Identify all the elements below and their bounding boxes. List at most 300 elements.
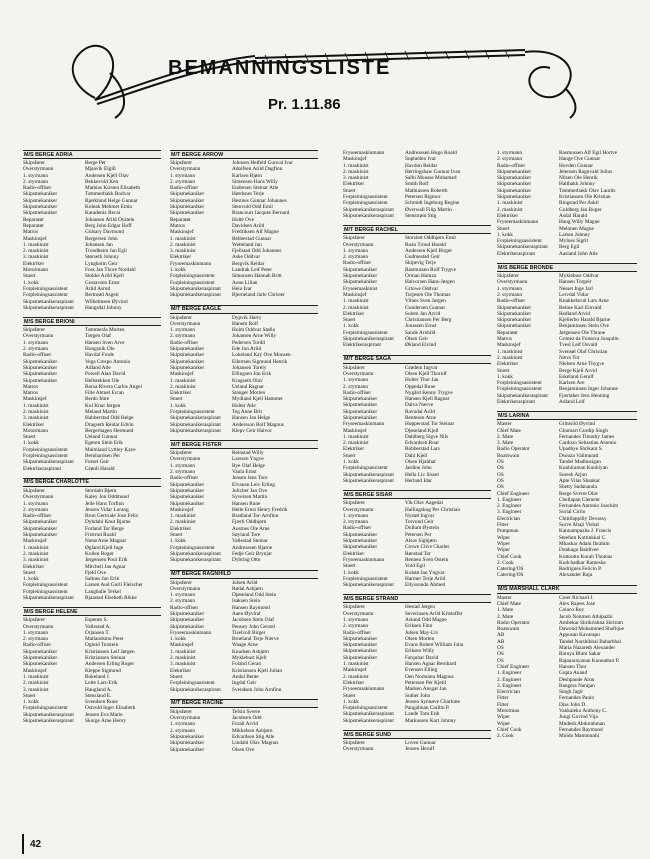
crew-role: Elektriker: [343, 679, 365, 686]
crew-name: Moidu Mammunhi: [559, 733, 600, 740]
crew-name: Hopperstad Tor Steinar: [405, 421, 455, 428]
crew-name: Foss Jan Thore Nordahl: [85, 267, 136, 274]
footer-bar: [22, 834, 24, 854]
crew-name: Andersen Kjell Birger: [405, 247, 452, 254]
crew-name: Fernandes Timothy James: [559, 433, 615, 440]
crew-role: Maskinsjef: [343, 427, 367, 434]
crew-name: Smith Rolf: [405, 181, 429, 188]
crew-role: OS: [497, 645, 504, 652]
crew-role: Forpleiningsassistent: [497, 380, 542, 387]
crew-name: Appusan Kavarapu: [559, 632, 600, 639]
ship-section: [170, 570, 318, 693]
crew-name: Klepv Geir Halvor: [232, 427, 272, 434]
crew-name: Dahl Kjell: [405, 452, 428, 459]
crew-role: Radio-offiser: [497, 298, 526, 305]
crew-name: Jørgensen Ole Thrane: [559, 329, 606, 336]
crew-role: Skipsfører: [343, 740, 366, 747]
crew-name: Gundersen Gunnar: [405, 304, 446, 311]
crew-name: Haug Willy Magne: [559, 219, 600, 226]
crew-role: Wiper: [497, 547, 511, 554]
crew-role: Skipsmekaniker: [23, 661, 58, 668]
crew-name: Mikkelsen Asbjørn: [232, 727, 273, 734]
crew-role: 1. maskinist: [23, 241, 49, 248]
crew-role: Forpleiningsassistent: [170, 408, 215, 415]
crew-role: Skipsmekanikeraspirant: [170, 550, 221, 557]
crew-name: Dybring Otto: [232, 557, 261, 564]
crew-role: Stuert: [497, 225, 510, 232]
crew-name: Hestnes Gunnar Johannes: [232, 197, 287, 204]
crew-role: Forpleiningsassistent: [170, 544, 215, 551]
crew-name: Trondheim Jan Egil: [85, 248, 127, 255]
crew-role: Skipsfører: [23, 617, 46, 624]
crew-name: Alsos Sigbjørn: [405, 538, 437, 545]
crew-name: Dalva Nærve: [405, 402, 434, 409]
crew-role: Stuert: [343, 187, 356, 194]
crew-role: Stuert: [23, 569, 36, 576]
crew-name: Stensland E.: [85, 692, 112, 699]
crew-name: Berg John Edgar Hoff: [85, 222, 132, 229]
crew-role: 2. styrmann: [23, 636, 49, 643]
ship-name: M/S BERGE BRIONI: [23, 317, 161, 326]
crew-name: Austnes Ole Arne: [232, 525, 270, 532]
crew-name: Jensen Eva Marie: [85, 711, 123, 718]
crew-name: Chittilappilly Devassy: [559, 515, 607, 522]
crew-role: Elektriker: [170, 525, 192, 532]
crew-role: Radio-offiser: [23, 513, 52, 520]
crew-name: Robberstad Lars: [405, 446, 440, 453]
crew-role: Motorman: [497, 708, 520, 715]
crew-name: Evensen Elling: [405, 667, 438, 674]
crew-name: Schmidt Ingeborg Regine: [405, 200, 460, 207]
crew-role: 3. maskinist: [23, 254, 49, 261]
crew-role: Reparatør: [23, 222, 44, 229]
crew-name: Hansen Rune: [232, 500, 261, 507]
crew-role: 2. Mate: [497, 613, 514, 620]
crew-name: Vallestad A.: [85, 623, 111, 630]
ship-section: [343, 355, 491, 485]
crew-name: Fille Ahmet Ercan: [85, 390, 124, 397]
crew-name: Myklebust Kjell: [232, 655, 267, 662]
crew-name: Kragseth Olav: [232, 377, 263, 384]
crew-role: 2. Cook: [497, 559, 514, 566]
crew-role: 3. maskinist: [170, 661, 196, 668]
crew-name: Herringshaw Gunnar Ivan: [405, 168, 461, 175]
crew-role: Skipsmekaniker: [170, 358, 205, 365]
crew-role: 2. styrmann: [343, 254, 369, 261]
crew-role: Skipsmekaniker: [343, 273, 378, 280]
crew-role: Elektriker: [170, 667, 192, 674]
crew-name: Kaley Jon Oddmund: [85, 494, 129, 501]
crew-name: Jacobsen Stein Olaf: [232, 617, 275, 624]
crew-name: Borsa Rivera Carlos Angel: [85, 383, 142, 390]
crew-role: 2. styrmann: [497, 291, 523, 298]
crew-name: Ravndal Arild: [405, 408, 435, 415]
crew-name: Tvesi Leif Osvald: [559, 342, 598, 349]
crew-role: Skipsfører: [497, 273, 520, 280]
crew-name: Lervdal Vidar: [559, 291, 589, 298]
crew-row: [343, 582, 491, 588]
crew-role: Skipsmekaniker: [23, 525, 58, 532]
crew-name: Eriksen Willy: [405, 648, 435, 655]
crew-role: 1. styrmann: [170, 721, 196, 728]
ship-name: M/S BERGE SUND: [343, 730, 491, 739]
crew-name: Kristiansen Leif Jørgen: [85, 648, 135, 655]
crew-name: Bjerneland Jarle Christer: [232, 292, 285, 299]
crew-role: Stuert: [23, 273, 36, 280]
crew-name: Kul Knut Jørgen: [85, 402, 121, 409]
crew-role: Pumpman: [497, 528, 519, 535]
crew-name: Øgland Kjell Inge: [85, 544, 124, 551]
crew-name: Pedersen Tordil: [232, 339, 266, 346]
crew-row: [497, 733, 637, 739]
crew-name: Fredriksen Alf Magne: [232, 229, 279, 236]
crew-name: Grønli Harald: [85, 465, 115, 472]
crew-role: 2. styrmann: [343, 383, 369, 390]
crew-name: Tømmerås Morten: [85, 327, 125, 334]
crew-name: Jensen Vidar Lorang: [85, 506, 129, 513]
crew-name: Dybdahl Knut Bjarne: [85, 519, 131, 526]
crew-role: Matros: [23, 229, 39, 236]
crew-name: Adland Atle: [85, 364, 111, 371]
crew-role: Electrician: [497, 689, 520, 696]
crew-name: Olsen Morten: [405, 635, 435, 642]
crew-role: Chief Engineer: [497, 663, 530, 670]
crew-role: Skipsmekanikeraspirant: [343, 471, 394, 478]
crew-role: 2. maskinist: [343, 304, 369, 311]
crew-name: Hestad Jørgen: [405, 604, 436, 611]
crew-role: 2. styrmann: [497, 156, 523, 163]
crew-role: Skipsmekaniker: [497, 181, 532, 188]
crew-role: Forpleiningsassistent: [23, 285, 68, 292]
crew-name: Ueland Gunnar: [85, 434, 118, 441]
crew-name: Jonassen Ernst: [405, 323, 437, 330]
ship-name: M/T BERGE EAGLE: [170, 305, 318, 314]
crew-name: Vega Crespo Antonio: [85, 358, 131, 365]
crew-role: 2. styrmann: [23, 506, 49, 513]
crew-role: 1. maskinist: [170, 648, 196, 655]
crew-row: [343, 746, 491, 752]
crew-role: Elektrikeraspirant: [343, 342, 381, 349]
crew-name: Ghumari Gurdip Singh: [559, 427, 608, 434]
ship-section: [497, 411, 637, 578]
crew-name: Suther John: [405, 692, 431, 699]
crew-name: Furset Geir: [85, 459, 109, 466]
crew-role: Skipsmekaniker: [23, 532, 58, 539]
crew-row: [343, 478, 491, 484]
crew-role: Skipsmekaniker: [497, 317, 532, 324]
crew-name: Tømmerbakk Bodvar: [85, 191, 131, 198]
crew-role: Skipsmekanikeraspirant: [23, 298, 74, 305]
crew-role: 2. styrmann: [170, 178, 196, 185]
crew-name: Mathiassen Roberth: [405, 187, 448, 194]
crew-role: Fryseemaskinmann: [170, 629, 212, 636]
crew-role: OS: [497, 651, 504, 658]
crew-role: 1. maskinist: [170, 377, 196, 384]
crew-role: 1. styrmann: [343, 247, 369, 254]
crew-name: Powell Alan David: [85, 371, 126, 378]
ship-section: [23, 150, 161, 311]
crew-role: Wiper: [497, 534, 511, 541]
column-3: [343, 150, 491, 759]
crew-role: Skipsfører: [343, 500, 366, 507]
crew-name: Penney John Gerard: [232, 623, 275, 630]
crew-role: Skipsmekanikeraspirant: [343, 477, 394, 484]
crew-role: Forpleiningsassistent: [497, 386, 542, 393]
crew-role: Fitter: [497, 695, 509, 702]
crew-role: 2. maskinist: [170, 383, 196, 390]
crew-name: Bjørklund Helge Gunnar: [85, 197, 138, 204]
crew-role: 1. maskinist: [497, 200, 523, 207]
crew-name: Waage Arne: [232, 642, 258, 649]
crew-name: Ellyssundu Ahmed: [405, 582, 446, 589]
crew-row: [23, 466, 161, 472]
crew-role: Skipsmekaniker: [170, 740, 205, 747]
crew-name: Fernandes Paulo: [559, 695, 595, 702]
crew-name: Evans Robert William John: [405, 642, 464, 649]
crew-name: Larsen Aud Gurli Fleischer: [85, 582, 143, 589]
crew-name: Roan Trond Harald: [405, 241, 446, 248]
crew-name: Rodrigues Felicio P.: [559, 566, 602, 573]
crew-name: Leite Lars-Erik: [85, 680, 118, 687]
crew-name: Simensen Hans Willy: [232, 178, 278, 185]
crew-name: Berg Egil: [559, 244, 580, 251]
crew-name: Holm Oddvar Stølla: [232, 327, 275, 334]
crew-role: Skipsmekanikeraspirant: [170, 557, 221, 564]
crew-role: 2. maskinist: [170, 519, 196, 526]
crew-name: Maimland Lyttley Kaye: [85, 446, 136, 453]
crew-role: Skipsmekaniker: [23, 191, 58, 198]
crew-role: 1. kokk: [23, 279, 39, 286]
crew-name: Jardine John: [405, 465, 432, 472]
crew-role: Maskinsjef: [343, 291, 367, 298]
crew-name: Brancourt Jacques Bernard: [232, 210, 290, 217]
crew-name: Salhi Mousse Mohamed: [405, 175, 457, 182]
crew-name: Jensen Synnøve Charlotte: [405, 698, 461, 705]
crew-role: Skipsfører: [23, 160, 46, 166]
crew-role: Skipsmekanikeraspirant: [170, 686, 221, 693]
crew-role: 3. Engineer: [497, 509, 522, 516]
crew-role: Stuert: [343, 692, 356, 699]
crew-name: Landrak Leif Peter: [232, 267, 273, 274]
crew-role: 1. styrmann: [497, 285, 523, 292]
crew-role: 1. kokk: [343, 698, 359, 705]
ship-name: M/S BERGE HELENE: [23, 607, 161, 616]
crew-name: Olsen Hjalmar: [405, 459, 437, 466]
crew-role: Skipsmekanikeraspirant: [497, 244, 548, 251]
crew-name: Gudmestad Geir: [405, 254, 440, 261]
crew-role: OS: [497, 459, 504, 466]
crew-name: Dsouza Valimurad: [559, 452, 599, 459]
crew-name: Knudsen Asbjørn: [232, 648, 269, 655]
crew-role: Skipsmekanikeraspirant: [343, 206, 394, 213]
crew-role: Skipsmekaniker: [343, 279, 378, 286]
crew-name: Alex Rajees Jose: [559, 601, 596, 607]
crew-name: Rasmussen Alf Egil Hortve: [559, 150, 618, 156]
crew-name: Aasland John Atle: [559, 250, 598, 257]
crew-name: Edvardsen Roar: [405, 440, 439, 447]
crew-name: Furali Arvid: [232, 721, 259, 728]
crew-name: Bertnrød Asgeir: [85, 292, 119, 299]
crew-role: 2. maskinist: [343, 168, 369, 175]
crew-name: Kottoottu Korah Thomas: [559, 553, 613, 560]
crew-row: [23, 305, 161, 311]
crew-role: 1. Engineer: [497, 670, 522, 677]
crew-role: Fitter: [497, 522, 509, 529]
crew-name: Bekkevold Ken: [85, 178, 119, 185]
crew-role: 2. maskinist: [23, 550, 49, 557]
crew-name: Hovden Gunnar: [559, 162, 593, 169]
crew-role: Overstyrmann: [170, 585, 201, 592]
header-banner: [0, 0, 650, 150]
crew-name: Hallingskog Per Christian: [405, 506, 461, 513]
crew-role: Radio Operator: [497, 446, 530, 453]
crew-name: Karadeniz Recai: [85, 210, 121, 217]
ship-section: [343, 150, 491, 219]
crew-name: Colaco Roy: [559, 607, 585, 614]
crew-row: [343, 213, 491, 219]
page-number: 42: [30, 839, 42, 850]
crew-role: Radio-offiser: [170, 475, 199, 482]
crew-name: Heia Ivar: [232, 285, 252, 292]
crew-role: Matros: [170, 222, 186, 229]
crew-name: Elvanan Leiv Erling: [232, 481, 275, 488]
crew-name: Guldberg Jan Roger: [559, 206, 602, 213]
crew-role: Skipsmekaniker: [23, 204, 58, 211]
crew-name: Tefsin Sverre: [232, 708, 261, 715]
crew-role: 1. kokk: [343, 569, 359, 576]
crew-role: 3. maskinist: [23, 557, 49, 564]
crew-name: Aske Oddvar: [232, 254, 261, 261]
crew-role: 1. maskinist: [343, 661, 369, 668]
crew-name: Bangera Narajan: [559, 682, 595, 689]
crew-role: Radio-offiser: [343, 260, 372, 267]
crew-name: Creer Richard J.: [559, 594, 594, 601]
crew-role: 2. maskinist: [343, 673, 369, 680]
crew-role: Skipsfører: [170, 314, 193, 321]
crew-role: 2. maskinist: [170, 655, 196, 662]
crew-role: Stuert: [497, 367, 510, 374]
crew-name: Singh Jagir: [559, 689, 583, 696]
crew-name: Melonen Magne: [559, 225, 594, 232]
ship-name: M/S MARSHALL CLARK: [497, 585, 637, 594]
crew-role: Skipsmekaniker: [23, 519, 58, 526]
crew-name: Egesen Stein Erik: [85, 440, 123, 447]
ship-section: [23, 607, 161, 724]
crew-role: Stuert: [23, 434, 36, 441]
crew-row: [23, 718, 161, 724]
crew-role: Skipsmekaniker: [170, 204, 205, 211]
crew-name: Vilnes Sven Jørgen: [405, 298, 446, 305]
crew-role: 2. Cook: [497, 733, 514, 740]
crew-name: Dawood Mohammed Shafique: [559, 626, 625, 633]
crew-role: 1. maskinist: [23, 402, 49, 409]
crew-name: Severinsen Arild Kristoffer: [405, 610, 463, 617]
crew-role: Skipsmekaniker: [343, 642, 378, 649]
crew-name: Julsen May-Liv: [405, 629, 439, 636]
crew-name: Dias John D.: [559, 701, 587, 708]
crew-name: Petersen Per: [405, 531, 432, 538]
crew-role: Matros: [23, 383, 39, 390]
crew-role: Maskinsjef: [343, 156, 367, 163]
crew-name: Asdal Harald: [559, 212, 588, 219]
crew-name: Bokeland J.: [85, 673, 111, 680]
crew-role: Forpleiningsassistent: [343, 329, 388, 336]
crew-name: Steefam Kuttinkkal C.: [559, 534, 607, 541]
crew-role: Skipsmekanikeraspirant: [343, 336, 394, 343]
crew-role: Reparatør: [497, 329, 518, 336]
crew-name: Størseth Johnny: [85, 254, 119, 261]
crew-role: 1. kokk: [170, 267, 186, 274]
crew-name: Andersen Erling Roger: [85, 661, 135, 668]
crew-role: Stuert: [343, 317, 356, 324]
crew-role: AB: [497, 632, 505, 639]
crew-name: Rebbestad Gunnar: [232, 235, 272, 242]
crew-role: Radio Operator: [497, 619, 530, 626]
crew-role: Matros: [23, 390, 39, 397]
crew-role: 2. Engineer: [497, 676, 522, 683]
crew-role: Overstyrmann: [343, 506, 374, 513]
crew-name: Donkagu Baldivee: [559, 547, 599, 554]
crew-name: Tiselvoll Birger: [232, 629, 266, 636]
crew-name: Fristrud Roald: [85, 532, 116, 539]
crew-name: Lindahl Olav Magnus: [232, 740, 279, 747]
crew-name: Fjeld Ove: [85, 569, 107, 576]
crew-name: Eilertsen Sigmund Henrik: [232, 358, 288, 365]
crew-role: Skipsmekaniker: [343, 544, 378, 551]
crew-name: Holte Ove: [232, 216, 254, 223]
crew-name: Kristiansen Steinar: [85, 655, 126, 662]
crew-role: Maskinsjef: [23, 538, 47, 545]
crew-role: Overstyrmann: [23, 166, 54, 173]
crew-name: Gustavsen Ernst: [85, 279, 120, 286]
ship-section: [343, 730, 491, 753]
crew-role: Forpleiningsassistent: [170, 680, 215, 687]
crew-role: 2. styrmann: [343, 623, 369, 630]
crew-role: Skipsfører: [170, 450, 193, 457]
crew-name: Larssen Yngve: [232, 456, 264, 463]
crew-row: [170, 747, 318, 753]
crew-role: 1. kokk: [497, 231, 513, 238]
crew-name: Ellingsen Jon Erik: [232, 371, 272, 378]
crew-name: Tandel Narshibhai Babarbhai: [559, 638, 621, 645]
crew-role: Skipsmekaniker: [343, 402, 378, 409]
crew-name: Forland Tor Berge: [85, 525, 124, 532]
crew-name: Nystøl Ingvar: [405, 512, 435, 519]
crew-role: 3. Engineer: [497, 682, 522, 689]
crew-role: Catering/OS: [497, 572, 524, 579]
crew-role: 2. styrmann: [343, 519, 369, 526]
crew-name: Fjellstad Odd Johannes: [232, 248, 282, 255]
crew-name: Rødal Asbjørn: [232, 585, 263, 592]
crew-name: Redland Arvid: [559, 310, 591, 317]
crew-role: Stuert: [343, 452, 356, 459]
crew-role: OS: [497, 465, 504, 472]
crew-role: Forpleiningsassistent: [23, 588, 68, 595]
crew-name: Alexander Raju: [559, 572, 593, 579]
crew-role: Chief Mate: [497, 601, 521, 607]
crew-role: OS: [497, 477, 504, 484]
crew-role: Skipsmekaniker: [170, 210, 205, 217]
crew-role: 2. styrmann: [170, 333, 196, 340]
crew-name: Skorge Arne Henry: [85, 718, 127, 725]
crew-name: Hansen Agnar Bernhard: [405, 661, 457, 668]
crew-name: Karlsen Bjørn: [232, 172, 262, 179]
crew-role: Chief Engineer: [497, 490, 530, 497]
crew-name: Hansen Raymond: [232, 604, 270, 611]
crew-name: Mjaavik Eigill: [85, 166, 116, 173]
crew-role: Forpleiningsassistent: [343, 465, 388, 472]
crew-name: Kollen Roger: [85, 550, 114, 557]
